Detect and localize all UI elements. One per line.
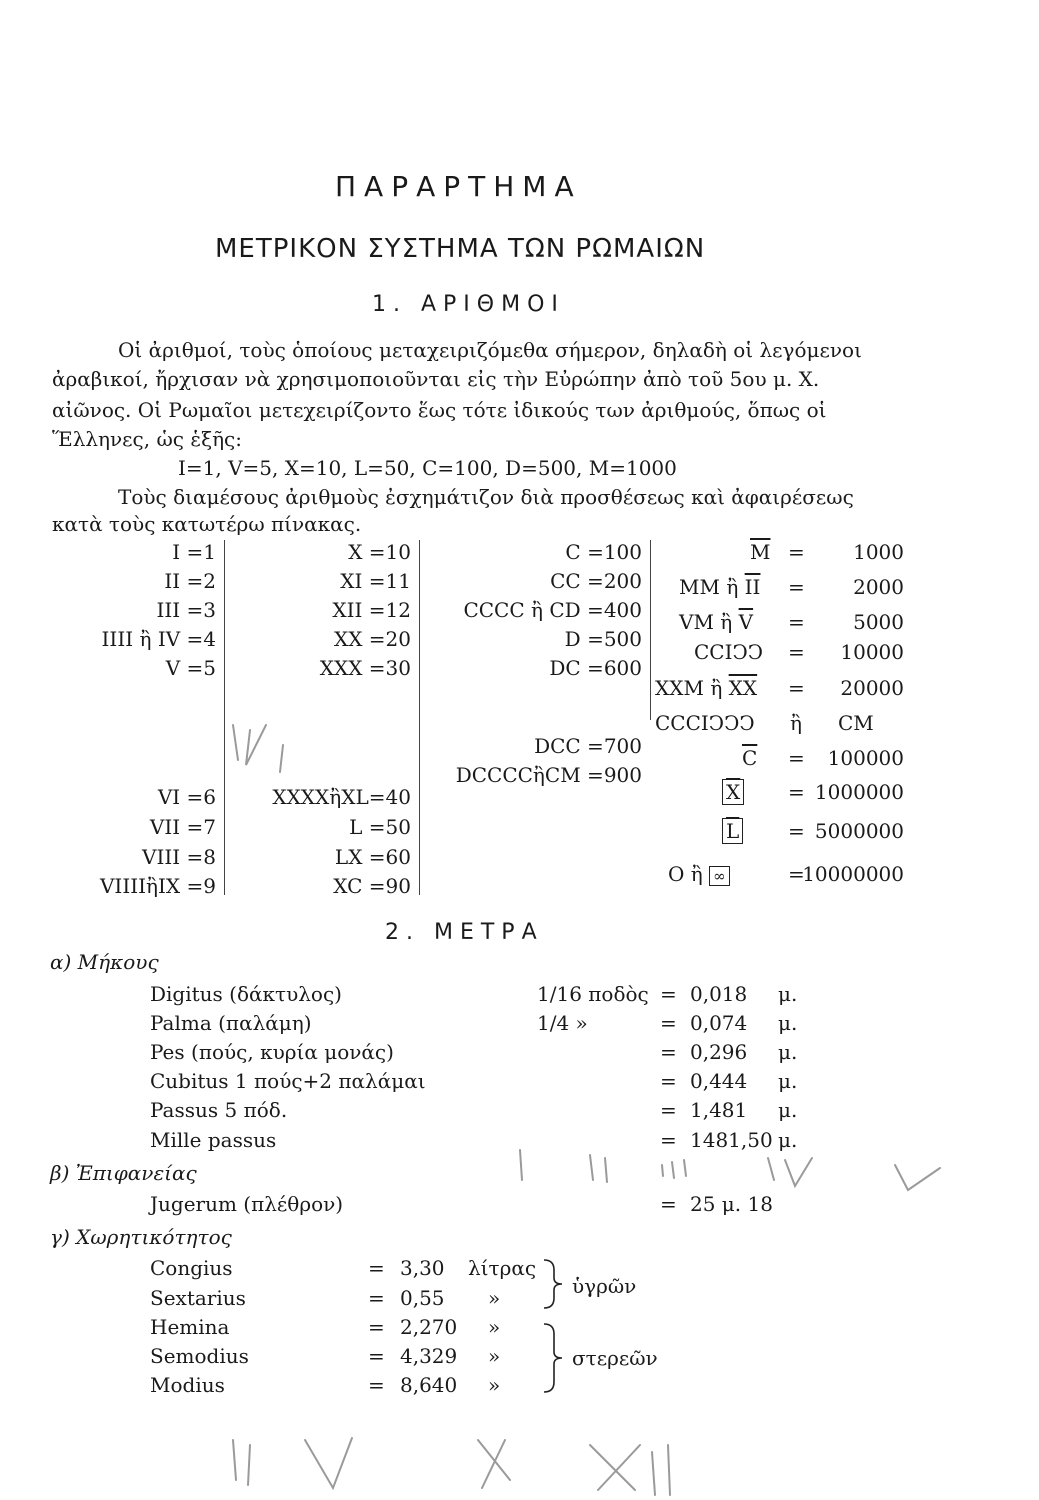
numeral: XXM ἢ <box>655 676 729 700</box>
table-cell: XX =20 <box>333 627 411 651</box>
numeral-overlined: $\overline{V}$ <box>738 610 754 634</box>
basic-numerals: I=1, V=5, X=10, L=50, C=100, D=500, M=1000 <box>178 456 677 480</box>
table-cell: L =50 <box>349 815 411 839</box>
equals-sign: = <box>368 1344 385 1368</box>
measure-fraction: 1/16 ποδὸς <box>537 982 649 1006</box>
numeral: VM ἢ <box>679 610 739 634</box>
measure-name: Mille passus <box>150 1128 277 1152</box>
measure-name: Passus 5 πόδ. <box>150 1098 288 1122</box>
measure-value: 4,329 <box>400 1344 458 1368</box>
value: 1000 <box>853 540 904 564</box>
equals-sign: = <box>788 676 805 700</box>
table-cell: VII =7 <box>149 815 216 839</box>
measure-name: Semodius <box>150 1344 249 1368</box>
equals-sign: = <box>368 1373 385 1397</box>
numeral-boxed: $\overline{L}$ <box>722 818 743 844</box>
measure-name: Pes (πούς, κυρία μονάς) <box>150 1040 394 1064</box>
equals-sign: = <box>660 1069 677 1093</box>
table-cell: XII =12 <box>332 598 411 622</box>
value: 5000 <box>853 610 904 634</box>
measure-unit: μ. <box>778 1128 798 1152</box>
table-cell: C =100 <box>565 540 642 564</box>
measure-name: Palma (παλάμη) <box>150 1011 312 1035</box>
intro-line-2: ἀραβικοί, ἤρχισαν νὰ χρησιμοποιοῦνται εἰς τὴν Εὐρώπην ἀπὸ τοῦ 5ου μ. Χ. <box>52 367 820 391</box>
intro-line-4: Ἕλληνες, ὡς ἑξῆς: <box>52 427 242 451</box>
numeral: CCCIↃↃↃ <box>655 711 755 735</box>
numeral: $\overline{M}$ <box>750 540 771 564</box>
value: 100000 <box>827 746 904 770</box>
equals-sign: = <box>788 540 805 564</box>
section-heading-numbers: 1. ΑΡΙΘΜΟΙ <box>372 292 565 317</box>
length-label: α) Μήκους <box>50 950 159 974</box>
measure-value: 0,55 <box>400 1286 445 1310</box>
numeral: CCIↃↃ <box>694 640 764 664</box>
intro-line-1: Οἱ ἀριθμοί, τοὺς ὁποίους μεταχειριζόμεθα σήμερον, δηλαδὴ οἱ λεγόμενοι <box>118 338 862 362</box>
measure-value: 1481,50 <box>690 1128 773 1152</box>
section-heading-measures: 2. ΜΕΤΡΑ <box>385 920 544 945</box>
measure-unit: μ. <box>778 982 798 1006</box>
table-cell: VI =6 <box>157 785 216 809</box>
equals-sign: = <box>660 1011 677 1035</box>
value: 5000000 <box>814 819 904 843</box>
numeral-overlined: $\overline{C}$ <box>742 746 758 770</box>
numeral: CM <box>838 711 874 735</box>
measure-unit: » <box>488 1344 501 1368</box>
measure-unit: μ. <box>778 1040 798 1064</box>
value: 10000 <box>840 640 904 664</box>
measure-name: Jugerum (πλέθρον) <box>150 1192 344 1216</box>
measure-value: 25 μ. 18 <box>690 1192 773 1216</box>
table-cell: I =1 <box>172 540 216 564</box>
equals-sign: = <box>788 862 805 886</box>
measure-name: Hemina <box>150 1315 230 1339</box>
table-cell: III =3 <box>156 598 216 622</box>
table-cell: DCCCCἢCM =900 <box>455 763 642 787</box>
equals-sign: = <box>788 610 805 634</box>
table-cell: DCC =700 <box>534 734 642 758</box>
numeral: O ἢ <box>668 862 703 886</box>
measure-name: Modius <box>150 1373 225 1397</box>
measure-unit: » <box>488 1315 501 1339</box>
table-cell: VIIIIἢIX =9 <box>99 874 216 898</box>
intro2-line-2: κατὰ τοὺς κατωτέρω πίνακας. <box>52 512 362 536</box>
measure-unit: μ. <box>778 1098 798 1122</box>
equals-sign: = <box>660 1192 677 1216</box>
measure-value: 1,481 <box>690 1098 748 1122</box>
measure-unit: » <box>488 1373 501 1397</box>
numeral-overlined: $\overline{II}$ <box>744 575 761 599</box>
intro2-line-1: Τοὺς διαμέσους ἀριθμοὺς ἐσχημάτιζον διὰ προσθέσεως καὶ ἀφαιρέσεως <box>118 485 854 509</box>
intro-line-3: αἰῶνος. Οἱ Ρωμαῖοι μετεχειρίζοντο ἕως τότε ἰδικούς των ἀριθμούς, ὅπως οἱ <box>52 398 827 422</box>
measure-name: Digitus (δάκτυλος) <box>150 982 342 1006</box>
page-title: ΠΑΡΑΡΤΗΜΑ <box>335 170 582 203</box>
table-cell: LX =60 <box>334 845 411 869</box>
measure-name: Cubitus 1 πούς+2 παλάμαι <box>150 1069 426 1093</box>
measure-unit: λίτρας <box>468 1256 537 1280</box>
equals-sign: = <box>660 1098 677 1122</box>
page-subtitle: ΜΕΤΡΙΚΟΝ ΣΥΣΤΗΜΑ ΤΩΝ ΡΩΜΑΙΩΝ <box>215 234 706 264</box>
table-cell: DC =600 <box>549 656 642 680</box>
table-cell: XXXXἢXL=40 <box>272 785 411 809</box>
measure-unit: μ. <box>778 1069 798 1093</box>
equals-sign: = <box>788 746 805 770</box>
measure-value: 2,270 <box>400 1315 458 1339</box>
measure-value: 0,444 <box>690 1069 748 1093</box>
numeral: MM ἢ <box>679 575 745 599</box>
measure-value: 0,296 <box>690 1040 748 1064</box>
equals-sign: = <box>660 1040 677 1064</box>
infinity-boxed: ∞ <box>709 866 730 886</box>
wet-label: ὑγρῶν <box>572 1274 637 1298</box>
measure-value: 3,30 <box>400 1256 445 1280</box>
table-cell: CC =200 <box>550 569 642 593</box>
dry-label: στερεῶν <box>572 1346 658 1370</box>
value: 10000000 <box>802 862 904 886</box>
equals-sign: = <box>788 640 805 664</box>
measure-value: 0,074 <box>690 1011 748 1035</box>
value: 2000 <box>853 575 904 599</box>
equals-sign: = <box>788 575 805 599</box>
numeral-boxed: $\overline{X}$ <box>722 779 744 805</box>
table-cell: XXX =30 <box>319 656 411 680</box>
volume-label: γ) Χωρητικότητος <box>50 1225 232 1249</box>
table-cell: V =5 <box>165 656 216 680</box>
area-label: β) Ἐπιφανείας <box>50 1161 197 1185</box>
equals-sign: = <box>660 1128 677 1152</box>
measure-value: 8,640 <box>400 1373 458 1397</box>
equals-sign: = <box>368 1315 385 1339</box>
equals-sign: = <box>368 1256 385 1280</box>
table-cell: XC =90 <box>333 874 411 898</box>
or-word: ἢ <box>790 711 802 735</box>
table-cell: D =500 <box>564 627 642 651</box>
measure-unit: » <box>488 1286 501 1310</box>
table-cell: XI =11 <box>340 569 411 593</box>
measure-name: Congius <box>150 1256 233 1280</box>
measure-unit: μ. <box>778 1011 798 1035</box>
measure-name: Sextarius <box>150 1286 246 1310</box>
table-cell: IIII ἢ IV =4 <box>101 627 216 651</box>
table-cell: VIII =8 <box>142 845 216 869</box>
table-cell: CCCC ἢ CD =400 <box>463 598 642 622</box>
equals-sign: = <box>788 780 805 804</box>
equals-sign: = <box>660 982 677 1006</box>
table-cell: X =10 <box>348 540 411 564</box>
measure-fraction: 1/4 » <box>537 1011 588 1035</box>
numeral-overlined: $\overline{XX}$ <box>728 676 758 700</box>
value: 1000000 <box>814 780 904 804</box>
value: 20000 <box>840 676 904 700</box>
measure-value: 0,018 <box>690 982 748 1006</box>
table-cell: II =2 <box>164 569 216 593</box>
equals-sign: = <box>368 1286 385 1310</box>
equals-sign: = <box>788 819 805 843</box>
